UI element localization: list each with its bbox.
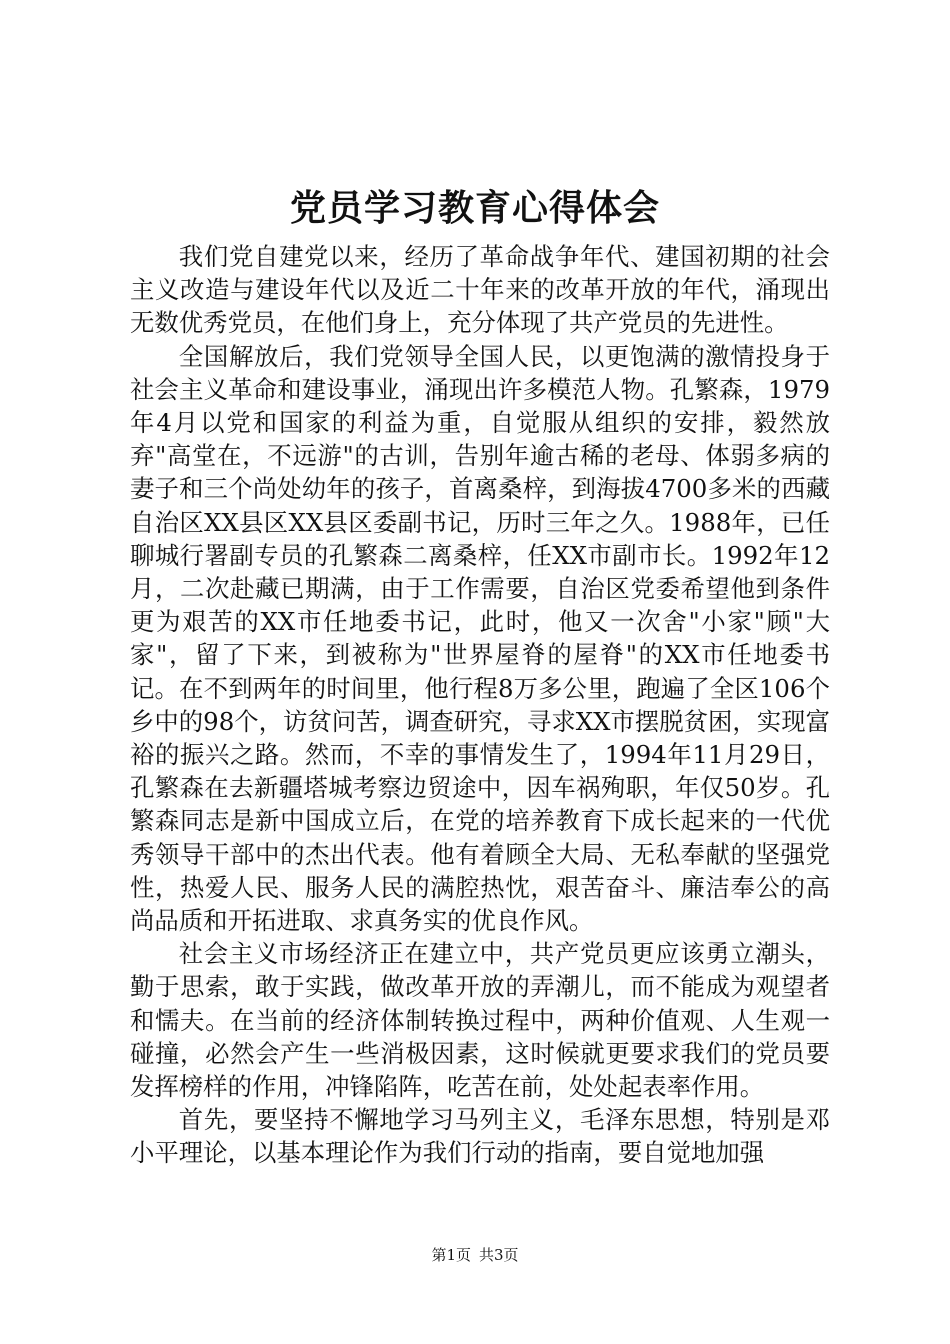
- document-title: 党员学习教育心得体会: [289, 188, 660, 229]
- page-total: 共3页: [479, 1246, 519, 1264]
- document-body: [130, 240, 830, 1170]
- paragraph-2: 全国解放后，我们党领导全国人民，以更饱满的激情投身于社会主义革命和建设事业，涌现出许多模范人物。孔繁森，1979年4月以党和国家的利益为重，自觉服从组织的安排，毅然放弃"高堂在，不远游"的古训，告别年逾古稀的老母、体弱多病的妻子和三个尚处幼年的孩子，首离桑梓，到海拔4700多米的西藏自治区XX县区XX县区委副书记，历时三年之久。1988年，已任聊城行署副专员的孔繁森二离桑梓，任XX市副市长。1992年12月，二次赴藏已期满，由于工作需要，自治区党委希望他到条件更为艰苦的XX市任地委书记，此时，他又一次舍"小家"顾"大家"，留了下来，到被称为"世界屋脊的屋脊"的XX市任地委书记。在不到两年的时间里，他行程8万多公里，跑遍了全区106个乡中的98个，访贫问苦，调查研究，寻求XX市摆脱贫困，实现富裕的振兴之路。然而，不幸的事情发生了，1994年11月29日，孔繁森在去新疆塔城考察边贸途中，因车祸殉职，年仅50岁。孔繁森同志是新中国成立后，在党的培养教育下成长起来的一代优秀领导干部中的杰出代表。他有着顾全大局、无私奉献的坚强党性，热爱人民、服务人民的满腔热忱，艰苦奋斗、廉洁奉公的高尚品质和开拓进取、求真务实的优良作风。: [130, 341, 830, 936]
- page-number: 第1页: [431, 1246, 471, 1264]
- paragraph-1: 我们党自建党以来，经历了革命战争年代、建国初期的社会主义改造与建设年代以及近二十年来的改革开放的年代，涌现出无数优秀党员，在他们身上，充分体现了共产党员的先进性。: [130, 242, 830, 338]
- paragraph-4: 首先，要坚持不懈地学习马列主义，毛泽东思想，特别是邓小平理论，以基本理论作为我们行动的指南，要自觉地加强: [130, 1105, 830, 1168]
- page-footer: [0, 1244, 950, 1266]
- paragraph-3: 社会主义市场经济正在建立中，共产党员更应该勇立潮头，勤于思索，敢于实践，做改革开放的弄潮儿，而不能成为观望者和懦夫。在当前的经济体制转换过程中，两种价值观、人生观一碰撞，必然会产生一些消极因素，这时候就更要求我们的党员要发挥榜样的作用，冲锋陷阵，吃苦在前，处处起表率作用。: [130, 939, 830, 1102]
